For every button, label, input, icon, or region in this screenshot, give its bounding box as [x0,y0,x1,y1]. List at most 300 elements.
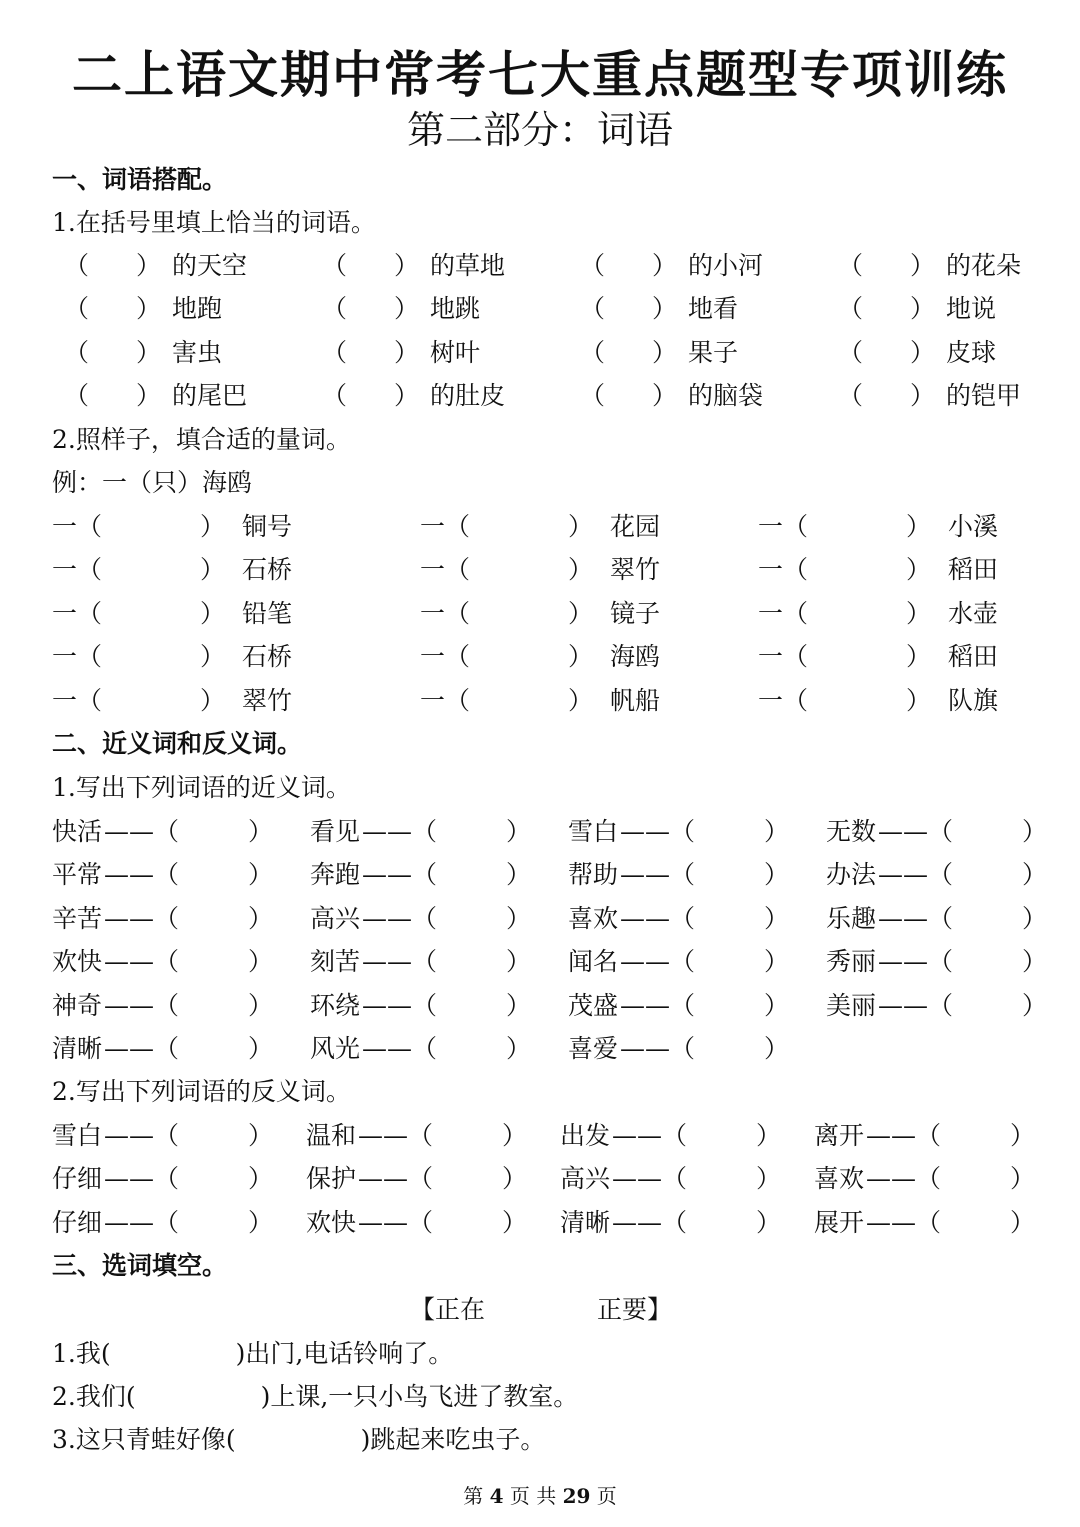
open-paren: （ [322,381,348,410]
choice-word: 正要】 [597,1295,673,1324]
prefix: 一（ [52,642,103,671]
match-word: 的肚皮 [430,381,506,410]
fill-item: 3.这只青蛙好像( )跳起来吃虫子。 [52,1425,546,1454]
grid-cell [580,333,830,373]
close-paren: ） [248,991,274,1020]
grid-cell [52,507,352,547]
source-word: 环绕 [310,991,361,1020]
noun-word: 铅笔 [242,599,293,628]
grid-cell [758,637,1058,677]
grid-cell [826,812,1076,852]
prefix: 一（ [758,512,809,541]
grid-row [52,289,1042,329]
close-paren: ） [764,947,790,976]
dash-paren: ——（ [362,904,438,933]
grid-cell [758,550,1058,590]
page-number: 4 [489,1484,504,1508]
grid-row [52,246,1042,286]
prefix: 一（ [420,599,471,628]
grid-row [52,594,1042,634]
grid-cell [420,681,720,721]
footer-text: 页 [596,1484,617,1508]
source-word: 出发 [560,1121,611,1150]
close-paren: ） [506,947,532,976]
open-paren: （ [580,338,606,367]
close-paren: ） [652,251,678,280]
source-word: 刻苦 [310,947,361,976]
source-word: 清晰 [52,1034,103,1063]
close-paren: ） [502,1164,528,1193]
dash-paren: ——（ [104,947,180,976]
dash-paren: ——（ [612,1208,688,1237]
dash-paren: ——（ [104,860,180,889]
grid-cell [758,507,1058,547]
open-paren: （ [64,381,90,410]
close-paren: ） [568,512,594,541]
grid-cell [52,899,302,939]
prefix: 一（ [420,512,471,541]
prefix: 一（ [52,555,103,584]
close-paren: ） [248,904,274,933]
close-paren: ） [756,1121,782,1150]
close-paren: ） [1010,1208,1036,1237]
grid-cell [306,1116,556,1156]
grid-row [52,942,1048,982]
source-word: 展开 [814,1208,865,1237]
close-paren: ） [248,817,274,846]
source-word: 清晰 [560,1208,611,1237]
grid-row [52,899,1048,939]
source-word: 看见 [310,817,361,846]
source-word: 秀丽 [826,947,877,976]
grid-cell [310,986,560,1026]
match-word: 的小河 [688,251,764,280]
source-word: 高兴 [310,904,361,933]
grid-cell [310,812,560,852]
prefix: 一（ [52,686,103,715]
prefix: 一（ [420,642,471,671]
grid-cell [64,289,314,329]
open-paren: （ [64,251,90,280]
prefix: 一（ [52,599,103,628]
prefix: 一（ [420,555,471,584]
dash-paren: ——（ [620,860,696,889]
grid-cell [568,942,818,982]
grid-cell [560,1116,810,1156]
dash-paren: ——（ [878,817,954,846]
dash-paren: ——（ [620,817,696,846]
grid-cell [64,376,314,416]
source-word: 无数 [826,817,877,846]
open-paren: （ [64,338,90,367]
grid-row [52,1029,1042,1069]
dash-paren: ——（ [866,1208,942,1237]
choice-word: 【正在 [410,1295,486,1324]
grid-row [52,637,1042,677]
source-word: 喜欢 [814,1164,865,1193]
match-word: 的尾巴 [172,381,248,410]
prefix: 一（ [758,555,809,584]
dash-paren: ——（ [104,1164,180,1193]
close-paren: ） [1022,991,1048,1020]
close-paren: ） [906,512,932,541]
close-paren: ） [652,338,678,367]
dash-paren: ——（ [612,1164,688,1193]
close-paren: ） [200,642,226,671]
grid-cell [814,1159,1064,1199]
grid-cell [758,681,1058,721]
dash-paren: ——（ [878,991,954,1020]
noun-word: 小溪 [948,512,999,541]
page-footer [0,1482,1080,1510]
close-paren: ） [394,294,420,323]
grid-cell [52,1203,302,1243]
close-paren: ） [200,599,226,628]
close-paren: ） [910,338,936,367]
close-paren: ） [200,555,226,584]
page-title: 二上语文期中常考七大重点题型专项训练 [72,46,1008,104]
grid-cell [52,681,352,721]
noun-word: 翠竹 [242,686,293,715]
dash-paren: ——（ [358,1208,434,1237]
fill-item: 2.我们( )上课,一只小鸟飞进了教室。 [52,1382,579,1411]
grid-row [52,376,1042,416]
grid-cell [310,855,560,895]
match-word: 害虫 [172,338,223,367]
grid-cell [838,376,1080,416]
noun-word: 石桥 [242,555,293,584]
close-paren: ） [568,599,594,628]
close-paren: ） [506,817,532,846]
close-paren: ） [568,686,594,715]
fill-item: 1.我( )出门,电话铃响了。 [52,1339,454,1368]
dash-paren: ——（ [362,1034,438,1063]
match-word: 地看 [688,294,739,323]
page-subtitle: 第二部分：词语 [406,108,673,152]
source-word: 风光 [310,1034,361,1063]
page-total: 29 [562,1484,591,1508]
noun-word: 花园 [610,512,661,541]
match-word: 的草地 [430,251,506,280]
prefix: 一（ [420,686,471,715]
dash-paren: ——（ [104,1034,180,1063]
grid-cell [322,289,572,329]
noun-word: 海鸥 [610,642,661,671]
dash-paren: ——（ [612,1121,688,1150]
grid-cell [322,376,572,416]
close-paren: ） [248,1208,274,1237]
grid-cell [826,899,1076,939]
grid-cell [580,289,830,329]
prefix: 一（ [758,599,809,628]
grid-cell [560,1159,810,1199]
grid-cell [64,246,314,286]
open-paren: （ [838,294,864,323]
open-paren: （ [580,294,606,323]
close-paren: ） [200,512,226,541]
close-paren: ） [906,599,932,628]
close-paren: ） [248,1034,274,1063]
grid-cell [838,246,1080,286]
match-word: 的天空 [172,251,248,280]
close-paren: ） [568,555,594,584]
close-paren: ） [568,642,594,671]
noun-word: 稻田 [948,555,999,584]
grid-cell [52,1029,302,1069]
noun-word: 翠竹 [610,555,661,584]
grid-cell [826,855,1076,895]
close-paren: ） [248,947,274,976]
close-paren: ） [764,817,790,846]
close-paren: ） [136,381,162,410]
source-word: 美丽 [826,991,877,1020]
source-word: 雪白 [568,817,619,846]
open-paren: （ [838,381,864,410]
source-word: 欢快 [52,947,103,976]
grid-cell [826,942,1076,982]
close-paren: ） [506,904,532,933]
section-heading-1: 一、词语搭配。 [52,165,228,194]
grid-row [52,1116,1042,1156]
grid-cell [580,246,830,286]
grid-row [52,333,1042,373]
grid-cell [322,246,572,286]
footer-text: 第 [463,1484,484,1508]
source-word: 办法 [826,860,877,889]
close-paren: ） [756,1164,782,1193]
source-word: 闻名 [568,947,619,976]
close-paren: ） [394,381,420,410]
prefix: 一（ [758,642,809,671]
grid-cell [826,986,1076,1026]
source-word: 仔细 [52,1208,103,1237]
source-word: 欢快 [306,1208,357,1237]
grid-cell [420,594,720,634]
close-paren: ） [1022,817,1048,846]
noun-word: 队旗 [948,686,999,715]
open-paren: （ [838,251,864,280]
source-word: 奔跑 [310,860,361,889]
close-paren: ） [502,1121,528,1150]
grid-cell [568,812,818,852]
grid-cell [306,1159,556,1199]
dash-paren: ——（ [104,904,180,933]
open-paren: （ [322,338,348,367]
grid-cell [838,289,1080,329]
close-paren: ） [394,251,420,280]
close-paren: ） [200,686,226,715]
source-word: 乐趣 [826,904,877,933]
footer-text: 页 共 [509,1484,557,1508]
close-paren: ） [394,338,420,367]
close-paren: ） [910,294,936,323]
close-paren: ） [506,991,532,1020]
dash-paren: ——（ [362,860,438,889]
prefix: 一（ [52,512,103,541]
grid-cell [52,986,302,1026]
open-paren: （ [322,294,348,323]
grid-cell [306,1203,556,1243]
dash-paren: ——（ [620,991,696,1020]
match-word: 果子 [688,338,739,367]
grid-row [52,986,1048,1026]
grid-row [52,855,1048,895]
match-word: 的铠甲 [946,381,1022,410]
grid-row [52,812,1048,852]
source-word: 辛苦 [52,904,103,933]
close-paren: ） [248,1164,274,1193]
grid-cell [560,1203,810,1243]
grid-cell [420,637,720,677]
open-paren: （ [580,381,606,410]
close-paren: ） [764,904,790,933]
close-paren: ） [764,991,790,1020]
grid-cell [52,855,302,895]
source-word: 喜欢 [568,904,619,933]
grid-cell [420,507,720,547]
grid-cell [52,1159,302,1199]
close-paren: ） [906,686,932,715]
close-paren: ） [1022,904,1048,933]
source-word: 喜爱 [568,1034,619,1063]
source-word: 神奇 [52,991,103,1020]
match-word: 皮球 [946,338,997,367]
close-paren: ） [248,860,274,889]
noun-word: 铜号 [242,512,293,541]
noun-word: 水壶 [948,599,999,628]
question-1-2-example: 例：一（只）海鸥 [52,468,253,497]
close-paren: ） [910,251,936,280]
grid-cell [758,594,1058,634]
grid-cell [52,550,352,590]
close-paren: ） [652,294,678,323]
grid-cell [814,1203,1064,1243]
open-paren: （ [322,251,348,280]
source-word: 帮助 [568,860,619,889]
grid-cell [580,376,830,416]
close-paren: ） [1022,860,1048,889]
close-paren: ） [906,642,932,671]
grid-row [52,1159,1042,1199]
source-word: 仔细 [52,1164,103,1193]
dash-paren: ——（ [104,817,180,846]
dash-paren: ——（ [866,1164,942,1193]
match-word: 的花朵 [946,251,1022,280]
section-heading-3: 三、选词填空。 [52,1251,228,1280]
source-word: 离开 [814,1121,865,1150]
prefix: 一（ [758,686,809,715]
dash-paren: ——（ [362,947,438,976]
grid-row [52,507,1042,547]
close-paren: ） [1010,1121,1036,1150]
noun-word: 稻田 [948,642,999,671]
grid-cell [568,1029,818,1069]
source-word: 高兴 [560,1164,611,1193]
grid-cell [838,333,1080,373]
grid-cell [420,550,720,590]
close-paren: ） [906,555,932,584]
noun-word: 镜子 [610,599,661,628]
close-paren: ） [1010,1164,1036,1193]
close-paren: ） [506,1034,532,1063]
close-paren: ） [502,1208,528,1237]
question-1-2-prompt: 2.照样子，填合适的量词。 [52,425,351,454]
grid-cell [52,1116,302,1156]
dash-paren: ——（ [358,1121,434,1150]
dash-paren: ——（ [362,991,438,1020]
dash-paren: ——（ [620,904,696,933]
close-paren: ） [652,381,678,410]
grid-cell [568,986,818,1026]
source-word: 雪白 [52,1121,103,1150]
grid-cell [322,333,572,373]
dash-paren: ——（ [878,860,954,889]
close-paren: ） [910,381,936,410]
source-word: 平常 [52,860,103,889]
grid-row [52,1203,1042,1243]
section-heading-2: 二、近义词和反义词。 [52,729,303,758]
grid-cell [64,333,314,373]
noun-word: 石桥 [242,642,293,671]
dash-paren: ——（ [362,817,438,846]
close-paren: ） [756,1208,782,1237]
dash-paren: ——（ [104,1121,180,1150]
dash-paren: ——（ [866,1121,942,1150]
grid-cell [568,899,818,939]
grid-cell [310,942,560,982]
match-word: 的脑袋 [688,381,764,410]
close-paren: ） [136,251,162,280]
source-word: 快活 [52,817,103,846]
match-word: 树叶 [430,338,481,367]
dash-paren: ——（ [878,947,954,976]
grid-cell [52,637,352,677]
grid-cell [310,899,560,939]
word-choices [410,1290,672,1330]
match-word: 地跳 [430,294,481,323]
dash-paren: ——（ [878,904,954,933]
grid-row [52,550,1042,590]
grid-row [52,681,1042,721]
grid-cell [814,1116,1064,1156]
grid-cell [52,942,302,982]
grid-cell [52,594,352,634]
noun-word: 帆船 [610,686,661,715]
open-paren: （ [580,251,606,280]
question-1-1-prompt: 1.在括号里填上恰当的词语。 [52,208,376,237]
source-word: 保护 [306,1164,357,1193]
close-paren: ） [1022,947,1048,976]
close-paren: ） [506,860,532,889]
open-paren: （ [838,338,864,367]
close-paren: ） [136,294,162,323]
grid-cell [310,1029,560,1069]
dash-paren: ——（ [104,991,180,1020]
question-2-2-prompt: 2.写出下列词语的反义词。 [52,1077,351,1106]
source-word: 温和 [306,1121,357,1150]
match-word: 地说 [946,294,997,323]
close-paren: ） [248,1121,274,1150]
dash-paren: ——（ [358,1164,434,1193]
close-paren: ） [764,860,790,889]
grid-cell [52,812,302,852]
grid-cell [568,855,818,895]
close-paren: ） [136,338,162,367]
question-2-1-prompt: 1.写出下列词语的近义词。 [52,773,351,802]
dash-paren: ——（ [620,947,696,976]
close-paren: ） [764,1034,790,1063]
match-word: 地跑 [172,294,223,323]
